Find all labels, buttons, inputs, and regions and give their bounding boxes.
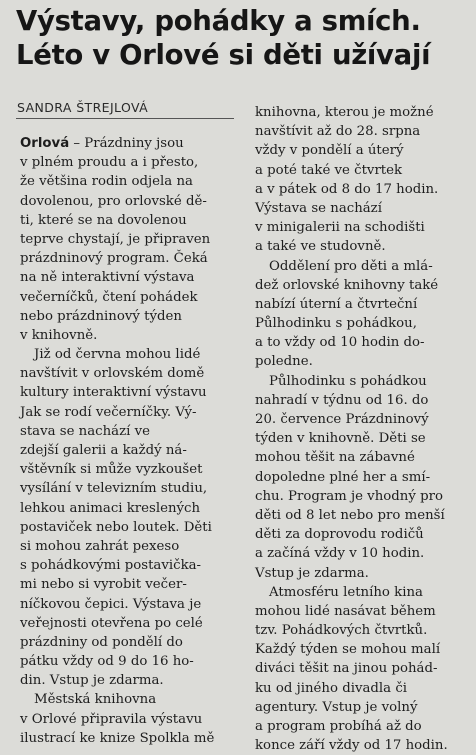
article-line: tzv. Pohádkových čtvrtků.	[255, 623, 428, 639]
article-line: Oddělení pro děti a mlá-	[269, 258, 433, 274]
headline-line-1: Výstavy, pohádky a smích.	[16, 5, 421, 37]
article-line: na ně interaktivní výstava	[20, 270, 195, 286]
article-line: konce září vždy od 17 hodin.	[255, 738, 448, 754]
article-line: pátku vždy od 9 do 16 ho-	[20, 654, 194, 670]
article-line: mi nebo si vyrobit večer-	[20, 577, 187, 593]
article-line: vždy v pondělí a úterý	[255, 143, 404, 159]
article-line: Jak se rodí večerníčky. Vý-	[20, 404, 197, 420]
article-line: nahradí v týdnu od 16. do	[255, 392, 429, 408]
article-line: vštěvník si může vyzkoušet	[20, 462, 203, 478]
article-line: poledne.	[255, 354, 313, 370]
article-line: Půlhodinku s pohádkou,	[255, 316, 417, 332]
article-line: s pohádkovými postavička-	[20, 558, 202, 574]
article-line: diváci těšit na jinou pohád-	[255, 661, 438, 677]
article-line: a v pátek od 8 do 17 hodin.	[255, 181, 439, 197]
article-line: vysílání v televizním studiu,	[20, 481, 208, 497]
article-line: knihovna, kterou je možné	[255, 105, 434, 120]
lead-dateline: Orlová	[20, 136, 70, 151]
article-line-text: – Prázdniny jsou	[69, 136, 184, 151]
article-line: dež orlovské knihovny také	[255, 277, 439, 293]
article-line: večerníčků, čtení pohádek	[20, 289, 198, 305]
article-line: Městská knihovna	[34, 692, 157, 708]
article-line: děti od 8 let nebo pro menší	[255, 507, 445, 523]
article-line: navštívit v orlovském domě	[20, 366, 205, 382]
article-line: mohou lidé nasávat během	[255, 603, 436, 619]
byline-divider	[16, 118, 234, 119]
article-line: ilustrací ke knize Spolkla mě	[20, 730, 215, 746]
article-line: postaviček nebo loutek. Děti	[20, 519, 212, 535]
article-line: v minigalerii na schodišti	[255, 220, 425, 236]
article-line: prázdninový program. Čeká	[20, 251, 208, 267]
article-line: a také ve studovně.	[255, 239, 386, 255]
article-line: navštívit až do 28. srpna	[255, 124, 421, 140]
article-line: Atmosféru letního kina	[269, 584, 423, 600]
article-line: Půlhodinku s pohádkou	[269, 373, 427, 389]
article-line: a poté také ve čtvrtek	[255, 162, 403, 178]
article-line: Již od června mohou lidé	[34, 347, 201, 363]
article-line: níčkovou čepici. Výstava je	[20, 596, 202, 612]
article-line: stava se nachází ve	[20, 423, 150, 439]
article-column-right	[255, 103, 476, 755]
article-headline	[16, 4, 472, 72]
article-line: teprve chystají, je připraven	[20, 231, 211, 247]
article-line: v Orlové připravila výstavu	[20, 711, 203, 727]
article-line	[20, 134, 248, 153]
article-line: lehkou animaci kreslených	[20, 500, 201, 516]
article-line: zdejší galerii a každý ná-	[20, 443, 187, 458]
article-line: dovolenou, pro orlovské dě-	[20, 193, 207, 209]
article-line: a začíná vždy v 10 hodin.	[255, 546, 425, 562]
article-line: a to vždy od 10 hodin do-	[255, 335, 425, 351]
article-line: mohou těšit na zábavné	[255, 450, 415, 466]
article-line: ti, které se na dovolenou	[20, 212, 187, 228]
article-line: 20. července Prázdninový	[255, 412, 429, 427]
article-line: din. Vstup je zdarma.	[20, 673, 164, 689]
author-byline: SANDRA ŠTREJLOVÁ	[17, 100, 149, 115]
article-line: veřejnosti otevřena po celé	[20, 615, 203, 631]
article-line: že většina rodin odjela na	[20, 174, 193, 190]
headline-line-2: Léto v Orlové si děti užívají	[16, 39, 431, 71]
article-line: Vstup je zdarma.	[255, 565, 369, 581]
article-line: dopoledne plné her a smí-	[255, 469, 431, 485]
article-line: kultury interaktivní výstavu	[20, 385, 207, 401]
article-line: chu. Program je vhodný pro	[255, 488, 443, 504]
article-line: děti za doprovodu rodičů	[255, 527, 424, 543]
article-line: ku od jiného divadla či	[255, 680, 408, 696]
article-column-left	[20, 134, 248, 748]
article-line: agentury. Vstup je volný	[255, 699, 418, 715]
article-line: prázdniny od pondělí do	[20, 634, 183, 650]
article-line: v plném proudu a i přesto,	[20, 155, 199, 171]
article-line: týden v knihovně. Děti se	[255, 431, 426, 447]
article-line: Výstava se nachází	[255, 200, 382, 216]
article-line: nebo prázdninový týden	[20, 308, 182, 324]
article-line: Každý týden se mohou malí	[255, 642, 441, 658]
article-line: a program probíhá až do	[255, 719, 422, 734]
article-line: si mohou zahrát pexeso	[20, 538, 180, 554]
article-line: v knihovně.	[20, 327, 98, 343]
article-line: nabízí úterní a čtvrteční	[255, 296, 418, 312]
